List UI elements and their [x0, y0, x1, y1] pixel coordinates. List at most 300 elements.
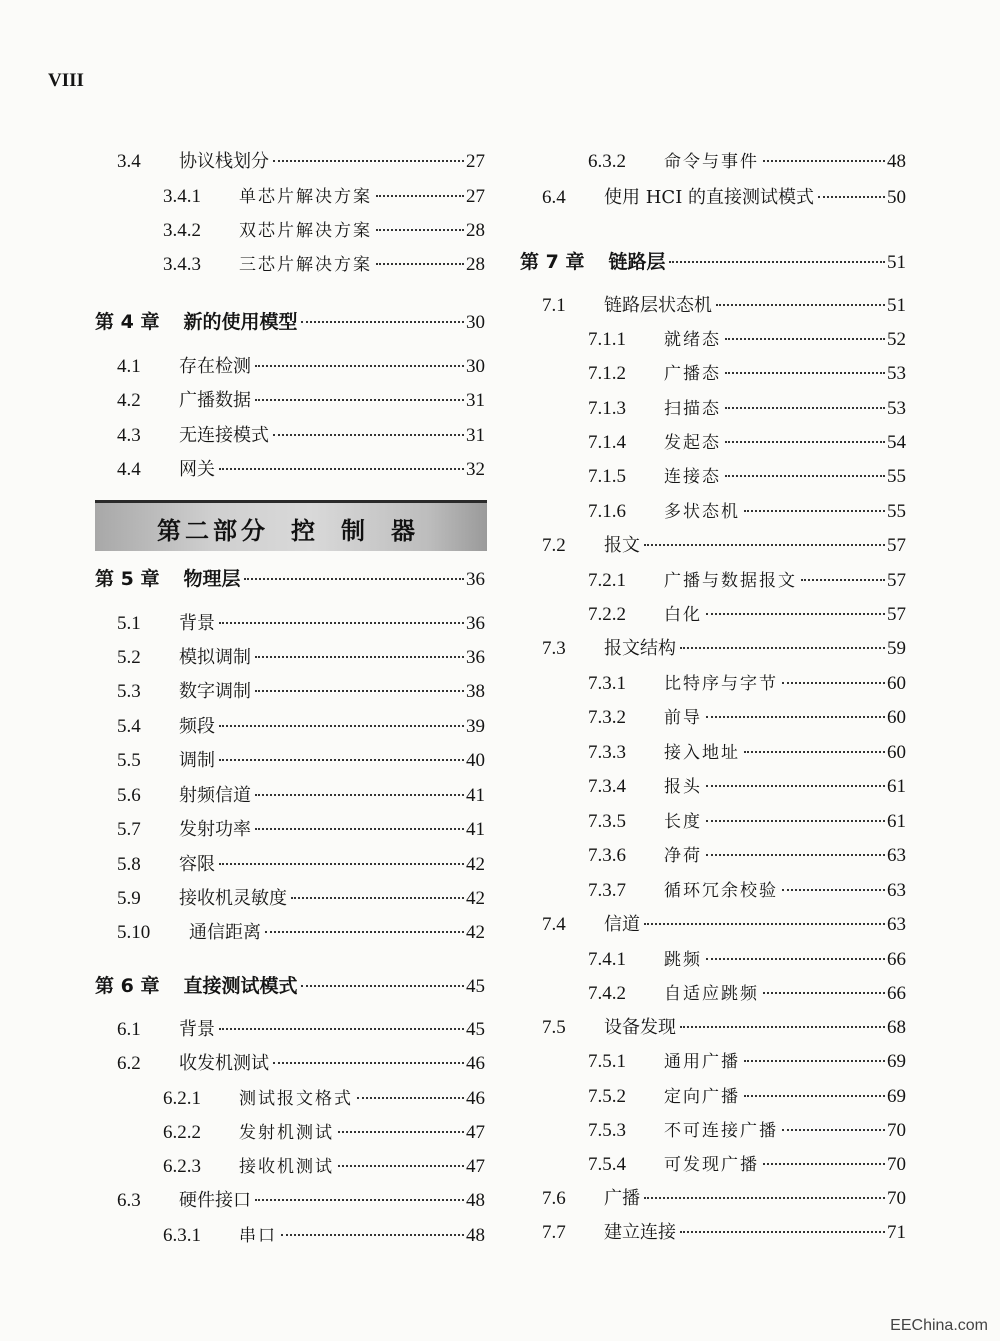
toc-entry-number: 5.6 — [117, 785, 141, 806]
toc-entry-title: 长度 — [664, 812, 702, 832]
toc-entry-number: 7.4 — [542, 914, 566, 935]
toc-entry-title: 硬件接口 — [179, 1190, 251, 1211]
toc-leader-dots — [255, 828, 464, 830]
toc-entry-number: 7.1 — [542, 295, 566, 316]
toc-entry-number: 4.3 — [117, 425, 141, 446]
toc-entry-number: 7.3.5 — [588, 811, 626, 832]
toc-entry-number: 3.4.1 — [163, 186, 201, 207]
toc-entry-number: 7.1.6 — [588, 501, 626, 522]
toc-entry-page: 36 — [466, 613, 485, 634]
toc-entry — [95, 1224, 485, 1248]
toc-leader-dots — [376, 195, 464, 197]
toc-entry-title: 就绪态 — [664, 330, 721, 350]
toc-leader-dots — [255, 1199, 464, 1201]
toc-entry-page: 60 — [887, 742, 906, 763]
toc-entry-page: 41 — [466, 819, 485, 840]
toc-entry — [95, 253, 485, 277]
toc-entry-page: 38 — [466, 681, 485, 702]
toc-entry-title: 射频信道 — [179, 785, 251, 806]
toc-entry-title: 跳频 — [664, 950, 702, 970]
toc-leader-dots — [255, 365, 464, 367]
toc-entry-title: 链路层 — [608, 251, 666, 273]
part-banner-label — [157, 511, 441, 546]
toc-entry-page: 57 — [887, 535, 906, 556]
toc-entry-title: 存在检测 — [179, 356, 251, 377]
toc-entry-number: 第 6 章 — [95, 975, 160, 997]
toc-entry-number: 7.2.1 — [588, 570, 626, 591]
toc-entry-number: 7.5.3 — [588, 1120, 626, 1141]
toc-entry-page: 45 — [466, 1019, 485, 1040]
toc-entry — [520, 1050, 906, 1074]
toc-entry-title: 收发机测试 — [179, 1053, 269, 1074]
toc-entry-title: 发射机测试 — [239, 1123, 334, 1143]
toc-entry — [520, 397, 906, 421]
toc-entry — [520, 534, 906, 558]
toc-entry-title: 报头 — [664, 777, 702, 797]
toc-leader-dots — [818, 196, 885, 198]
toc-leader-dots — [281, 1234, 464, 1236]
watermark: EEChina.com — [890, 1317, 988, 1334]
toc-leader-dots — [219, 622, 464, 624]
toc-entry — [95, 355, 485, 379]
toc-entry — [95, 887, 485, 911]
toc-entry — [520, 913, 906, 937]
toc-entry-page: 68 — [887, 1017, 906, 1038]
toc-leader-dots — [644, 923, 885, 925]
toc-entry-number: 5.3 — [117, 681, 141, 702]
toc-leader-dots — [725, 407, 885, 409]
toc-entry-number: 7.3.2 — [588, 707, 626, 728]
toc-leader-dots — [706, 820, 885, 822]
toc-entry-page: 55 — [887, 466, 906, 487]
toc-entry-title: 单芯片解决方案 — [239, 187, 372, 207]
toc-leader-dots — [680, 1231, 885, 1233]
toc-leader-dots — [219, 725, 464, 727]
toc-entry-number: 4.4 — [117, 459, 141, 480]
toc-leader-dots — [782, 889, 885, 891]
toc-entry-title: 报文 — [604, 535, 640, 556]
toc-entry-page: 42 — [466, 922, 485, 943]
toc-entry — [95, 310, 485, 334]
toc-entry-number: 6.3.2 — [588, 151, 626, 172]
toc-entry-title: 报文结构 — [604, 638, 676, 659]
toc-entry-number: 7.1.1 — [588, 329, 626, 350]
toc-entry-number: 7.4.1 — [588, 949, 626, 970]
toc-entry-page: 32 — [466, 459, 485, 480]
part-banner-word-2: 制 — [341, 516, 369, 545]
toc-entry-number: 7.2.2 — [588, 604, 626, 625]
toc-entry-page: 48 — [887, 151, 906, 172]
toc-leader-dots — [219, 468, 464, 470]
toc-entry — [520, 1016, 906, 1040]
toc-entry-number: 5.7 — [117, 819, 141, 840]
toc-entry-title: 广播数据 — [179, 390, 251, 411]
toc-entry — [95, 818, 485, 842]
toc-entry-number: 第 5 章 — [95, 568, 160, 590]
toc-entry — [520, 1153, 906, 1177]
toc-entry-title: 多状态机 — [664, 502, 740, 522]
toc-leader-dots — [219, 759, 464, 761]
toc-entry-title: 使用 HCI 的直接测试模式 — [604, 187, 815, 208]
toc-entry-number: 7.3.6 — [588, 845, 626, 866]
toc-entry — [520, 1187, 906, 1211]
toc-entry — [95, 784, 485, 808]
toc-leader-dots — [644, 1197, 885, 1199]
toc-leader-dots — [244, 578, 464, 580]
toc-entry-page: 31 — [466, 390, 485, 411]
toc-entry-page: 51 — [887, 252, 906, 273]
toc-entry — [95, 424, 485, 448]
toc-entry-title: 串口 — [239, 1226, 277, 1246]
toc-leader-dots — [376, 229, 464, 231]
toc-entry — [520, 328, 906, 352]
toc-leader-dots — [763, 1163, 885, 1165]
toc-entry-page: 63 — [887, 845, 906, 866]
toc-entry-number: 5.5 — [117, 750, 141, 771]
toc-entry-page: 53 — [887, 363, 906, 384]
toc-entry-title: 通用广播 — [664, 1052, 740, 1072]
toc-entry — [95, 389, 485, 413]
toc-entry-page: 47 — [466, 1122, 485, 1143]
toc-entry-page: 53 — [887, 398, 906, 419]
toc-entry — [95, 150, 485, 174]
toc-leader-dots — [255, 399, 464, 401]
toc-leader-dots — [680, 1026, 885, 1028]
toc-entry-number: 7.5 — [542, 1017, 566, 1038]
toc-entry-title: 接入地址 — [664, 743, 740, 763]
toc-entry — [520, 150, 906, 174]
toc-entry-title: 接收机测试 — [239, 1157, 334, 1177]
toc-leader-dots — [376, 263, 464, 265]
toc-entry — [520, 810, 906, 834]
toc-leader-dots — [763, 992, 885, 994]
toc-entry-page: 66 — [887, 983, 906, 1004]
toc-entry-number: 6.1 — [117, 1019, 141, 1040]
toc-entry-title: 频段 — [179, 716, 215, 737]
toc-leader-dots — [273, 434, 464, 436]
toc-entry — [520, 948, 906, 972]
toc-entry — [520, 1085, 906, 1109]
toc-entry-page: 36 — [466, 569, 485, 590]
toc-entry-title: 净荷 — [664, 846, 702, 866]
toc-entry-number: 7.2 — [542, 535, 566, 556]
toc-entry — [95, 1018, 485, 1042]
toc-entry-number: 4.1 — [117, 356, 141, 377]
toc-entry-page: 30 — [466, 312, 485, 333]
toc-entry-title: 模拟调制 — [179, 647, 251, 668]
toc-entry-title: 建立连接 — [604, 1222, 676, 1243]
part-banner-word-1: 控 — [291, 516, 319, 545]
toc-entry-page: 45 — [466, 976, 485, 997]
toc-entry-title: 直接测试模式 — [183, 975, 298, 997]
toc-entry-title: 发起态 — [664, 433, 721, 453]
toc-entry — [520, 706, 906, 730]
toc-entry-number: 7.5.4 — [588, 1154, 626, 1175]
toc-entry-number: 3.4.2 — [163, 220, 201, 241]
toc-entry-page: 42 — [466, 888, 485, 909]
toc-entry — [95, 185, 485, 209]
toc-entry-title: 比特序与字节 — [664, 674, 778, 694]
toc-entry-title: 背景 — [179, 1019, 215, 1040]
toc-entry-page: 46 — [466, 1053, 485, 1074]
toc-entry — [95, 1155, 485, 1179]
toc-leader-dots — [680, 647, 885, 649]
toc-entry-page: 57 — [887, 604, 906, 625]
toc-entry — [95, 1121, 485, 1145]
toc-leader-dots — [706, 785, 885, 787]
toc-entry-number: 7.3.7 — [588, 880, 626, 901]
toc-leader-dots — [744, 1095, 885, 1097]
toc-entry-number: 6.2 — [117, 1053, 141, 1074]
toc-entry-page: 71 — [887, 1222, 906, 1243]
toc-entry-title: 三芯片解决方案 — [239, 255, 372, 275]
toc-entry-number: 6.2.1 — [163, 1088, 201, 1109]
toc-entry-page: 60 — [887, 673, 906, 694]
toc-entry-page: 27 — [466, 186, 485, 207]
toc-entry-number: 第 7 章 — [520, 251, 585, 273]
toc-entry-number: 5.9 — [117, 888, 141, 909]
toc-entry-page: 36 — [466, 647, 485, 668]
toc-entry-number: 4.2 — [117, 390, 141, 411]
toc-entry — [520, 741, 906, 765]
toc-entry-title: 背景 — [179, 613, 215, 634]
toc-entry-title: 定向广播 — [664, 1087, 740, 1107]
toc-entry — [520, 603, 906, 627]
toc-entry-number: 6.2.3 — [163, 1156, 201, 1177]
toc-entry-title: 白化 — [664, 605, 702, 625]
toc-entry — [520, 186, 906, 210]
toc-leader-dots — [706, 854, 885, 856]
toc-leader-dots — [782, 682, 885, 684]
toc-entry-page: 27 — [466, 151, 485, 172]
toc-entry — [520, 982, 906, 1006]
toc-leader-dots — [301, 321, 464, 323]
toc-entry-page: 48 — [466, 1190, 485, 1211]
toc-entry-title: 物理层 — [183, 568, 241, 590]
toc-entry-title: 可发现广播 — [664, 1155, 759, 1175]
part-banner-word-3: 器 — [391, 516, 419, 545]
toc-entry-title: 发射功率 — [179, 819, 251, 840]
toc-entry-page: 52 — [887, 329, 906, 350]
toc-entry — [95, 1087, 485, 1111]
toc-entry-number: 7.3.3 — [588, 742, 626, 763]
toc-entry-page: 60 — [887, 707, 906, 728]
toc-leader-dots — [291, 897, 464, 899]
toc-leader-dots — [706, 958, 885, 960]
toc-entry — [95, 921, 485, 945]
toc-entry-page: 30 — [466, 356, 485, 377]
toc-leader-dots — [273, 160, 464, 162]
toc-entry-number: 5.2 — [117, 647, 141, 668]
toc-entry-page: 57 — [887, 570, 906, 591]
toc-leader-dots — [219, 863, 464, 865]
toc-entry-number: 6.3.1 — [163, 1225, 201, 1246]
toc-entry-title: 网关 — [179, 459, 215, 480]
toc-entry-page: 46 — [466, 1088, 485, 1109]
toc-entry-page: 50 — [887, 187, 906, 208]
toc-leader-dots — [301, 985, 464, 987]
toc-entry-title: 命令与事件 — [664, 152, 759, 172]
toc-entry — [520, 465, 906, 489]
toc-leader-dots — [782, 1129, 885, 1131]
toc-leader-dots — [744, 510, 885, 512]
toc-entry-number: 5.10 — [117, 922, 151, 943]
toc-entry-title: 设备发现 — [604, 1017, 676, 1038]
toc-entry-number: 5.4 — [117, 716, 141, 737]
toc-entry-title: 广播与数据报文 — [664, 571, 797, 591]
toc-entry-title: 双芯片解决方案 — [239, 221, 372, 241]
toc-entry-page: 59 — [887, 638, 906, 659]
toc-entry-page: 66 — [887, 949, 906, 970]
toc-entry-number: 7.1.5 — [588, 466, 626, 487]
toc-entry-number: 6.3 — [117, 1190, 141, 1211]
toc-entry-page: 47 — [466, 1156, 485, 1177]
toc-leader-dots — [801, 579, 885, 581]
toc-entry — [520, 1221, 906, 1245]
toc-entry-page: 41 — [466, 785, 485, 806]
toc-leader-dots — [725, 441, 885, 443]
toc-leader-dots — [706, 716, 885, 718]
toc-leader-dots — [725, 475, 885, 477]
toc-entry — [95, 1189, 485, 1213]
toc-entry-page: 40 — [466, 750, 485, 771]
toc-entry — [520, 294, 906, 318]
toc-leader-dots — [763, 160, 885, 162]
toc-leader-dots — [273, 1062, 464, 1064]
toc-entry — [95, 567, 485, 591]
toc-entry — [95, 715, 485, 739]
toc-entry-title: 自适应跳频 — [664, 984, 759, 1004]
toc-entry-title: 信道 — [604, 914, 640, 935]
toc-entry-title: 连接态 — [664, 467, 721, 487]
toc-entry-number: 6.2.2 — [163, 1122, 201, 1143]
toc-entry — [95, 646, 485, 670]
toc-entry — [520, 431, 906, 455]
toc-entry-page: 69 — [887, 1086, 906, 1107]
toc-entry-page: 63 — [887, 880, 906, 901]
toc-leader-dots — [744, 751, 885, 753]
toc-entry-number: 7.1.4 — [588, 432, 626, 453]
toc-entry-page: 51 — [887, 295, 906, 316]
toc-entry-number: 第 4 章 — [95, 311, 160, 333]
toc-entry — [520, 672, 906, 696]
toc-entry — [95, 680, 485, 704]
part-banner-part: 第二部分 — [157, 516, 269, 545]
toc-leader-dots — [744, 1060, 885, 1062]
toc-entry-number: 5.8 — [117, 854, 141, 875]
toc-entry — [95, 219, 485, 243]
toc-entry-title: 测试报文格式 — [239, 1089, 353, 1109]
toc-entry-title: 广播态 — [664, 364, 721, 384]
toc-leader-dots — [219, 1028, 464, 1030]
toc-entry — [520, 362, 906, 386]
toc-entry-number: 7.3 — [542, 638, 566, 659]
toc-entry — [95, 1052, 485, 1076]
toc-entry-title: 通信距离 — [189, 922, 261, 943]
toc-leader-dots — [725, 372, 885, 374]
toc-entry — [520, 879, 906, 903]
toc-entry-page: 28 — [466, 220, 485, 241]
toc-leader-dots — [725, 338, 885, 340]
toc-leader-dots — [357, 1097, 464, 1099]
toc-entry-page: 55 — [887, 501, 906, 522]
toc-leader-dots — [255, 794, 464, 796]
toc-entry-page: 61 — [887, 811, 906, 832]
toc-leader-dots — [338, 1165, 464, 1167]
toc-entry-number: 7.5.2 — [588, 1086, 626, 1107]
toc-leader-dots — [265, 931, 464, 933]
toc-entry-page: 70 — [887, 1154, 906, 1175]
toc-entry-page: 28 — [466, 254, 485, 275]
toc-entry-number: 7.4.2 — [588, 983, 626, 1004]
page-roman-numeral: VIII — [48, 70, 84, 91]
toc-entry — [95, 612, 485, 636]
toc-entry-title: 不可连接广播 — [664, 1121, 778, 1141]
toc-entry-page: 48 — [466, 1225, 485, 1246]
toc-leader-dots — [716, 304, 885, 306]
toc-entry — [520, 844, 906, 868]
toc-leader-dots — [669, 261, 885, 263]
toc-entry-page: 31 — [466, 425, 485, 446]
toc-leader-dots — [338, 1131, 464, 1133]
toc-entry-number: 6.4 — [542, 187, 566, 208]
toc-entry-title: 前导 — [664, 708, 702, 728]
toc-entry-title: 数字调制 — [179, 681, 251, 702]
toc-entry — [520, 637, 906, 661]
toc-entry-page: 70 — [887, 1188, 906, 1209]
toc-entry — [520, 250, 906, 274]
toc-entry-title: 协议栈划分 — [179, 151, 269, 172]
toc-leader-dots — [706, 613, 885, 615]
toc-entry-number: 7.3.4 — [588, 776, 626, 797]
toc-entry-title: 新的使用模型 — [183, 311, 298, 333]
toc-entry-page: 54 — [887, 432, 906, 453]
toc-entry-number: 7.3.1 — [588, 673, 626, 694]
toc-entry-number: 5.1 — [117, 613, 141, 634]
toc-entry-title: 调制 — [179, 750, 215, 771]
toc-entry-number: 3.4.3 — [163, 254, 201, 275]
toc-entry-number: 7.6 — [542, 1188, 566, 1209]
toc-entry-title: 扫描态 — [664, 399, 721, 419]
toc-entry — [95, 749, 485, 773]
toc-entry-page: 61 — [887, 776, 906, 797]
toc-leader-dots — [644, 544, 885, 546]
part-banner — [95, 500, 487, 551]
toc-entry — [520, 500, 906, 524]
toc-entry-number: 3.4 — [117, 151, 141, 172]
toc-entry-number: 7.1.2 — [588, 363, 626, 384]
toc-entry-title: 容限 — [179, 854, 215, 875]
toc-entry-number: 7.7 — [542, 1222, 566, 1243]
toc-entry — [95, 853, 485, 877]
toc-entry-page: 63 — [887, 914, 906, 935]
toc-entry — [95, 974, 485, 998]
toc-entry — [520, 1119, 906, 1143]
toc-entry-number: 7.1.3 — [588, 398, 626, 419]
toc-entry — [520, 569, 906, 593]
toc-entry-page: 70 — [887, 1120, 906, 1141]
toc-entry-title: 链路层状态机 — [604, 295, 712, 316]
toc-entry-title: 循环冗余校验 — [664, 881, 778, 901]
toc-entry-title: 接收机灵敏度 — [179, 888, 287, 909]
toc-leader-dots — [255, 656, 464, 658]
toc-entry-page: 42 — [466, 854, 485, 875]
toc-entry-title: 无连接模式 — [179, 425, 269, 446]
toc-entry-page: 69 — [887, 1051, 906, 1072]
toc-leader-dots — [255, 690, 464, 692]
toc-entry-title: 广播 — [604, 1188, 640, 1209]
toc-entry-number: 7.5.1 — [588, 1051, 626, 1072]
